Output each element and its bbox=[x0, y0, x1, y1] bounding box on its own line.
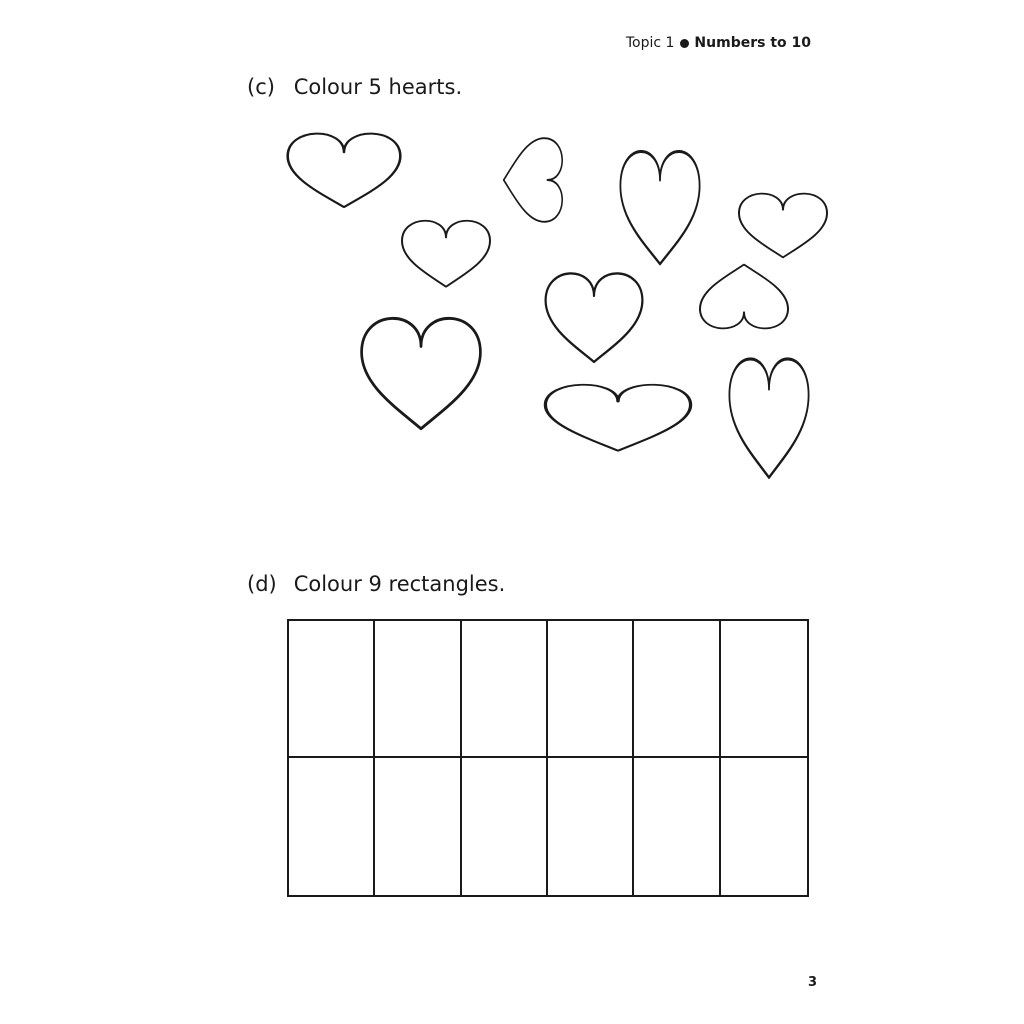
question-d bbox=[247, 572, 505, 596]
rectangle-9[interactable] bbox=[462, 758, 548, 895]
heart-3[interactable] bbox=[620, 151, 699, 264]
rectangle-10[interactable] bbox=[548, 758, 634, 895]
rectangle-4[interactable] bbox=[548, 621, 634, 758]
heart-4[interactable] bbox=[739, 194, 827, 258]
rectangle-6[interactable] bbox=[721, 621, 807, 758]
rectangle-1[interactable] bbox=[289, 621, 375, 758]
rectangle-grid bbox=[287, 619, 809, 897]
heart-10[interactable] bbox=[729, 359, 808, 478]
rectangle-8[interactable] bbox=[375, 758, 461, 895]
heart-1[interactable] bbox=[288, 134, 401, 208]
heart-7[interactable] bbox=[700, 265, 788, 329]
heart-5[interactable] bbox=[402, 221, 490, 287]
heart-6[interactable] bbox=[546, 273, 643, 362]
heart-2[interactable] bbox=[504, 138, 563, 222]
rectangle-7[interactable] bbox=[289, 758, 375, 895]
rectangle-2[interactable] bbox=[375, 621, 461, 758]
topic-label: Topic 1 bbox=[625, 35, 675, 51]
rectangle-3[interactable] bbox=[462, 621, 548, 758]
question-c-instruction: Colour 5 hearts. bbox=[293, 75, 463, 99]
heart-8[interactable] bbox=[362, 318, 481, 428]
question-c-label: (c) bbox=[247, 75, 275, 99]
topic-title: Numbers to 10 bbox=[694, 35, 811, 51]
question-d-label: (d) bbox=[247, 572, 277, 596]
heart-9[interactable] bbox=[545, 385, 690, 451]
rectangle-11[interactable] bbox=[634, 758, 720, 895]
rectangle-5[interactable] bbox=[634, 621, 720, 758]
page-number: 3 bbox=[808, 975, 818, 990]
rectangle-12[interactable] bbox=[721, 758, 807, 895]
question-d-instruction: Colour 9 rectangles. bbox=[293, 572, 506, 596]
